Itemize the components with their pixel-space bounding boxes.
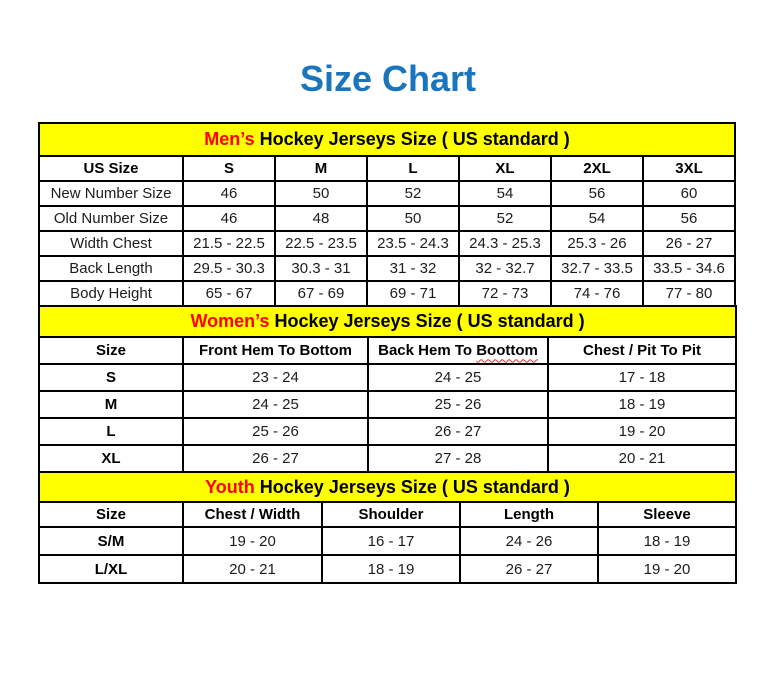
women-cell: 24 - 25 [368, 364, 548, 391]
men-cell: 48 [275, 206, 367, 231]
men-row-new-number-size [39, 181, 735, 206]
women-row-label: M [39, 391, 183, 418]
men-cell: 72 - 73 [459, 281, 551, 306]
women-cell: 18 - 19 [548, 391, 736, 418]
men-col-m: M [275, 156, 367, 181]
youth-col-sleeve: Sleeve [598, 502, 736, 527]
women-col-back-hem [368, 337, 548, 364]
women-cell: 25 - 26 [368, 391, 548, 418]
men-cell: 31 - 32 [367, 256, 459, 281]
womens-section-highlight: Women’s [190, 311, 270, 332]
men-cell: 46 [183, 181, 275, 206]
women-cell: 25 - 26 [183, 418, 368, 445]
women-cell: 23 - 24 [183, 364, 368, 391]
women-cell: 27 - 28 [368, 445, 548, 472]
men-col-3xl: 3XL [643, 156, 735, 181]
men-cell: 56 [643, 206, 735, 231]
men-cell: 74 - 76 [551, 281, 643, 306]
men-col-xl: XL [459, 156, 551, 181]
men-cell: 56 [551, 181, 643, 206]
women-col-chest-pit: Chest / Pit To Pit [548, 337, 736, 364]
men-cell: 50 [275, 181, 367, 206]
women-cell: 20 - 21 [548, 445, 736, 472]
men-col-2xl: 2XL [551, 156, 643, 181]
men-cell: 46 [183, 206, 275, 231]
women-row-label: XL [39, 445, 183, 472]
youth-section-highlight: Youth [205, 476, 255, 497]
men-row-back-length [39, 256, 735, 281]
mens-size-table [38, 122, 736, 307]
youth-col-length: Length [460, 502, 598, 527]
youth-size-table [38, 471, 737, 584]
women-row-l [39, 418, 736, 445]
men-cell: 67 - 69 [275, 281, 367, 306]
youth-section-header [39, 472, 736, 502]
men-cell: 52 [367, 181, 459, 206]
youth-row-lxl [39, 555, 736, 583]
youth-row-sm [39, 527, 736, 555]
men-cell: 25.3 - 26 [551, 231, 643, 256]
men-row-width-chest [39, 231, 735, 256]
men-cell: 30.3 - 31 [275, 256, 367, 281]
men-col-us-size: US Size [39, 156, 183, 181]
mens-section-header [39, 123, 735, 156]
women-row-label: L [39, 418, 183, 445]
mens-section-highlight: Men’s [204, 129, 255, 150]
men-row-label: Width Chest [39, 231, 183, 256]
women-col-front-hem: Front Hem To Bottom [183, 337, 368, 364]
women-row-label: S [39, 364, 183, 391]
women-cell: 17 - 18 [548, 364, 736, 391]
women-col-back-hem-prefix: Back Hem To [378, 342, 477, 360]
mens-section-title-rest: Hockey Jerseys Size ( US standard ) [254, 129, 570, 150]
men-cell: 26 - 27 [643, 231, 735, 256]
men-cell: 21.5 - 22.5 [183, 231, 275, 256]
womens-section-title-rest: Hockey Jerseys Size ( US standard ) [269, 311, 585, 332]
men-cell: 33.5 - 34.6 [643, 256, 735, 281]
men-cell: 60 [643, 181, 735, 206]
men-row-label: New Number Size [39, 181, 183, 206]
men-row-body-height [39, 281, 735, 306]
youth-cell: 19 - 20 [598, 555, 736, 583]
men-cell: 54 [459, 181, 551, 206]
youth-row-label: L/XL [39, 555, 183, 583]
women-col-size: Size [39, 337, 183, 364]
youth-cell: 24 - 26 [460, 527, 598, 555]
women-cell: 26 - 27 [368, 418, 548, 445]
youth-section-title-rest: Hockey Jerseys Size ( US standard ) [254, 476, 570, 497]
men-col-s: S [183, 156, 275, 181]
size-chart [38, 122, 735, 584]
men-row-label: Back Length [39, 256, 183, 281]
men-cell: 32.7 - 33.5 [551, 256, 643, 281]
youth-col-chest-width: Chest / Width [183, 502, 322, 527]
men-cell: 52 [459, 206, 551, 231]
men-col-l: L [367, 156, 459, 181]
men-row-old-number-size [39, 206, 735, 231]
women-cell: 24 - 25 [183, 391, 368, 418]
men-cell: 29.5 - 30.3 [183, 256, 275, 281]
youth-cell: 18 - 19 [598, 527, 736, 555]
women-cell: 19 - 20 [548, 418, 736, 445]
womens-size-table [38, 305, 737, 473]
youth-cell: 16 - 17 [322, 527, 460, 555]
youth-cell: 19 - 20 [183, 527, 322, 555]
men-cell: 77 - 80 [643, 281, 735, 306]
men-cell: 22.5 - 23.5 [275, 231, 367, 256]
youth-col-shoulder: Shoulder [322, 502, 460, 527]
youth-cell: 20 - 21 [183, 555, 322, 583]
men-cell: 50 [367, 206, 459, 231]
men-row-label: Body Height [39, 281, 183, 306]
youth-row-label: S/M [39, 527, 183, 555]
men-cell: 69 - 71 [367, 281, 459, 306]
women-row-s [39, 364, 736, 391]
women-col-back-hem-misspelled-word: Boottom [476, 342, 538, 360]
women-row-xl [39, 445, 736, 472]
men-row-label: Old Number Size [39, 206, 183, 231]
women-row-m [39, 391, 736, 418]
youth-col-size: Size [39, 502, 183, 527]
men-cell: 54 [551, 206, 643, 231]
page-title: Size Chart [299, 58, 477, 99]
men-cell: 32 - 32.7 [459, 256, 551, 281]
men-cell: 23.5 - 24.3 [367, 231, 459, 256]
men-cell: 24.3 - 25.3 [459, 231, 551, 256]
youth-cell: 26 - 27 [460, 555, 598, 583]
womens-section-header [39, 306, 736, 337]
youth-cell: 18 - 19 [322, 555, 460, 583]
men-cell: 65 - 67 [183, 281, 275, 306]
women-cell: 26 - 27 [183, 445, 368, 472]
